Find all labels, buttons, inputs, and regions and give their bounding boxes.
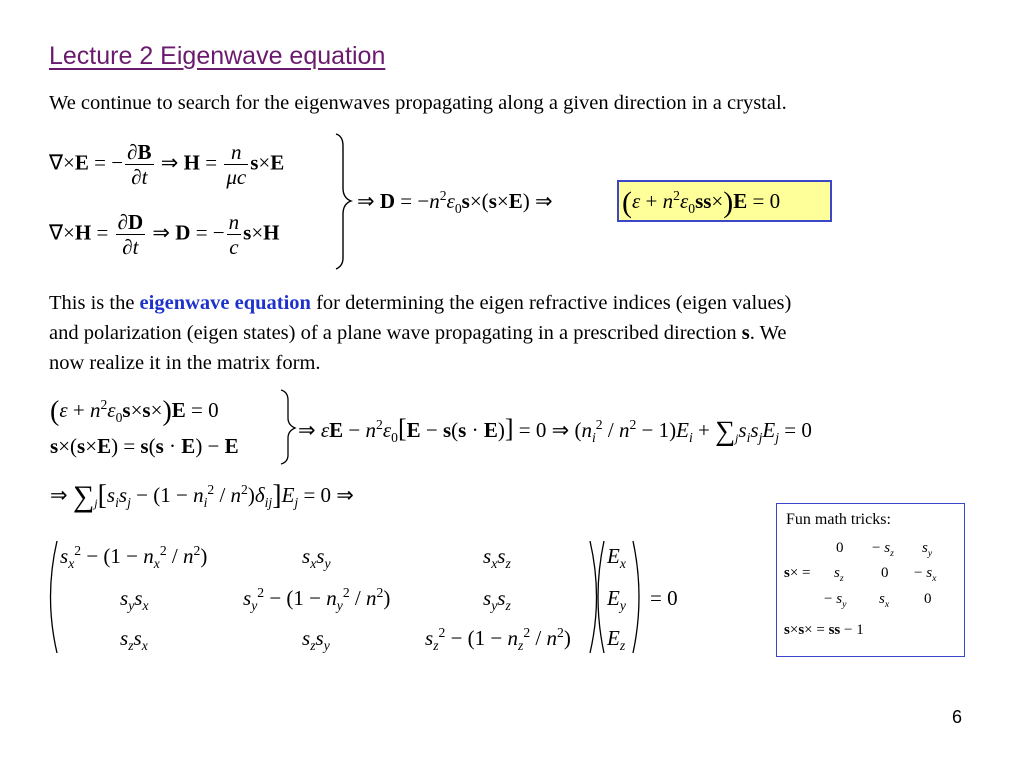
eigenwave-highlight: eigenwave equation <box>139 292 311 314</box>
cross-r2c3: − $s_x$ <box>914 565 937 584</box>
matrix-r3c1: $s_zs_x$ <box>120 626 148 654</box>
cross-r3c1: − $s_y$ <box>824 591 847 610</box>
double-cross-identity: s×s× = ss − 1 <box>784 622 864 638</box>
para-s-bold: s <box>741 322 750 344</box>
matrix-r3c3: $s_z^2 - (1 - n_z^2 / n^2)$ <box>425 625 571 654</box>
matrix-r3c2: $s_zs_y$ <box>302 626 330 654</box>
matrix-r2c3: $s_ys_z$ <box>483 586 511 614</box>
eigenwave-equation: $(\varepsilon + n^2\varepsilon_0ss\times)E = 0$ <box>622 186 781 219</box>
para-text-4: . We <box>749 322 787 344</box>
matrix-r2c1: $s_ys_x$ <box>120 586 149 614</box>
cross-r2c2: 0 <box>881 565 889 581</box>
vector-ey: $E_y$ <box>607 586 626 614</box>
matrix-equals-zero: = 0 <box>650 586 678 610</box>
eigenwave-paragraph-line3: now realize it in the matrix form. <box>49 352 321 374</box>
vector-ez: $E_z$ <box>607 626 626 654</box>
fun-box-title: Fun math tricks: <box>786 511 891 528</box>
eq-block2-line2: s×(s×E) = s(s · E) − E <box>50 434 239 458</box>
cross-r1c3: $s_y$ <box>922 540 933 559</box>
maxwell-eq-2: ∇×H = $\frac{\partial D}{\partial t}$ ⇒ D = − $\frac{n}{c}$ s×H <box>49 210 280 259</box>
matrix-r2c2: $s_y^2 - (1 - n_y^2 / n^2)$ <box>243 585 391 614</box>
para-text-1: This is the <box>49 292 140 314</box>
cross-r3c2: $s_x$ <box>879 591 890 610</box>
cross-op-label: s× = <box>784 565 811 581</box>
cross-r3c3: 0 <box>924 591 932 607</box>
eq-sum-line: ⇒ $\sum_j[s_is_j - (1 - n_i^2 / n^2)\delta_{ij}]E_j = 0$ ⇒ <box>50 480 354 513</box>
cross-r1c1: 0 <box>836 540 844 556</box>
matrix-r1c2: $s_xs_y$ <box>302 544 331 572</box>
vector-ex: $E_x$ <box>607 544 626 572</box>
matrix-r1c3: $s_xs_z$ <box>483 544 511 572</box>
intro-text: We continue to search for the eigenwaves propagating along a given direction in a crystal. <box>49 92 787 114</box>
eq-block2-line1: $(\varepsilon + n^2\varepsilon_0s\times s\times)E = 0$ <box>50 396 219 427</box>
d-result-eq: ⇒ $D = -n^2\varepsilon_0s\times(s\times E)$ ⇒ <box>357 188 553 217</box>
page-number: 6 <box>951 707 962 727</box>
cross-r1c2: − $s_z$ <box>872 540 894 559</box>
matrix-r1c1: $s_x^2 - (1 - n_x^2 / n^2)$ <box>60 543 208 572</box>
maxwell-eq-1: ∇×E = − $\frac{\partial B}{\partial t}$ ⇒ H = $\frac{n}{\mu c}$ s×E <box>49 140 285 189</box>
para-text-2: for determining the eigen refractive indices (eigen values) <box>310 292 792 314</box>
eigenwave-paragraph-line2 <box>49 318 786 348</box>
cross-r2c1: $s_z$ <box>834 565 844 584</box>
eq-block2-result: ⇒ $\varepsilon E - n^2\varepsilon_0[E - s(s \cdot E)] = 0$ ⇒ $(n_i^2 / n^2 - 1)E_i + \sum_js_is_jE_j = 0$ <box>298 414 812 447</box>
slide-title: Lecture 2 Eigenwave equation <box>49 42 386 70</box>
eigenwave-paragraph-line1 <box>49 288 791 318</box>
para-text-3: and polarization (eigen states) of a plane wave propagating in a prescribed direction <box>49 322 742 344</box>
